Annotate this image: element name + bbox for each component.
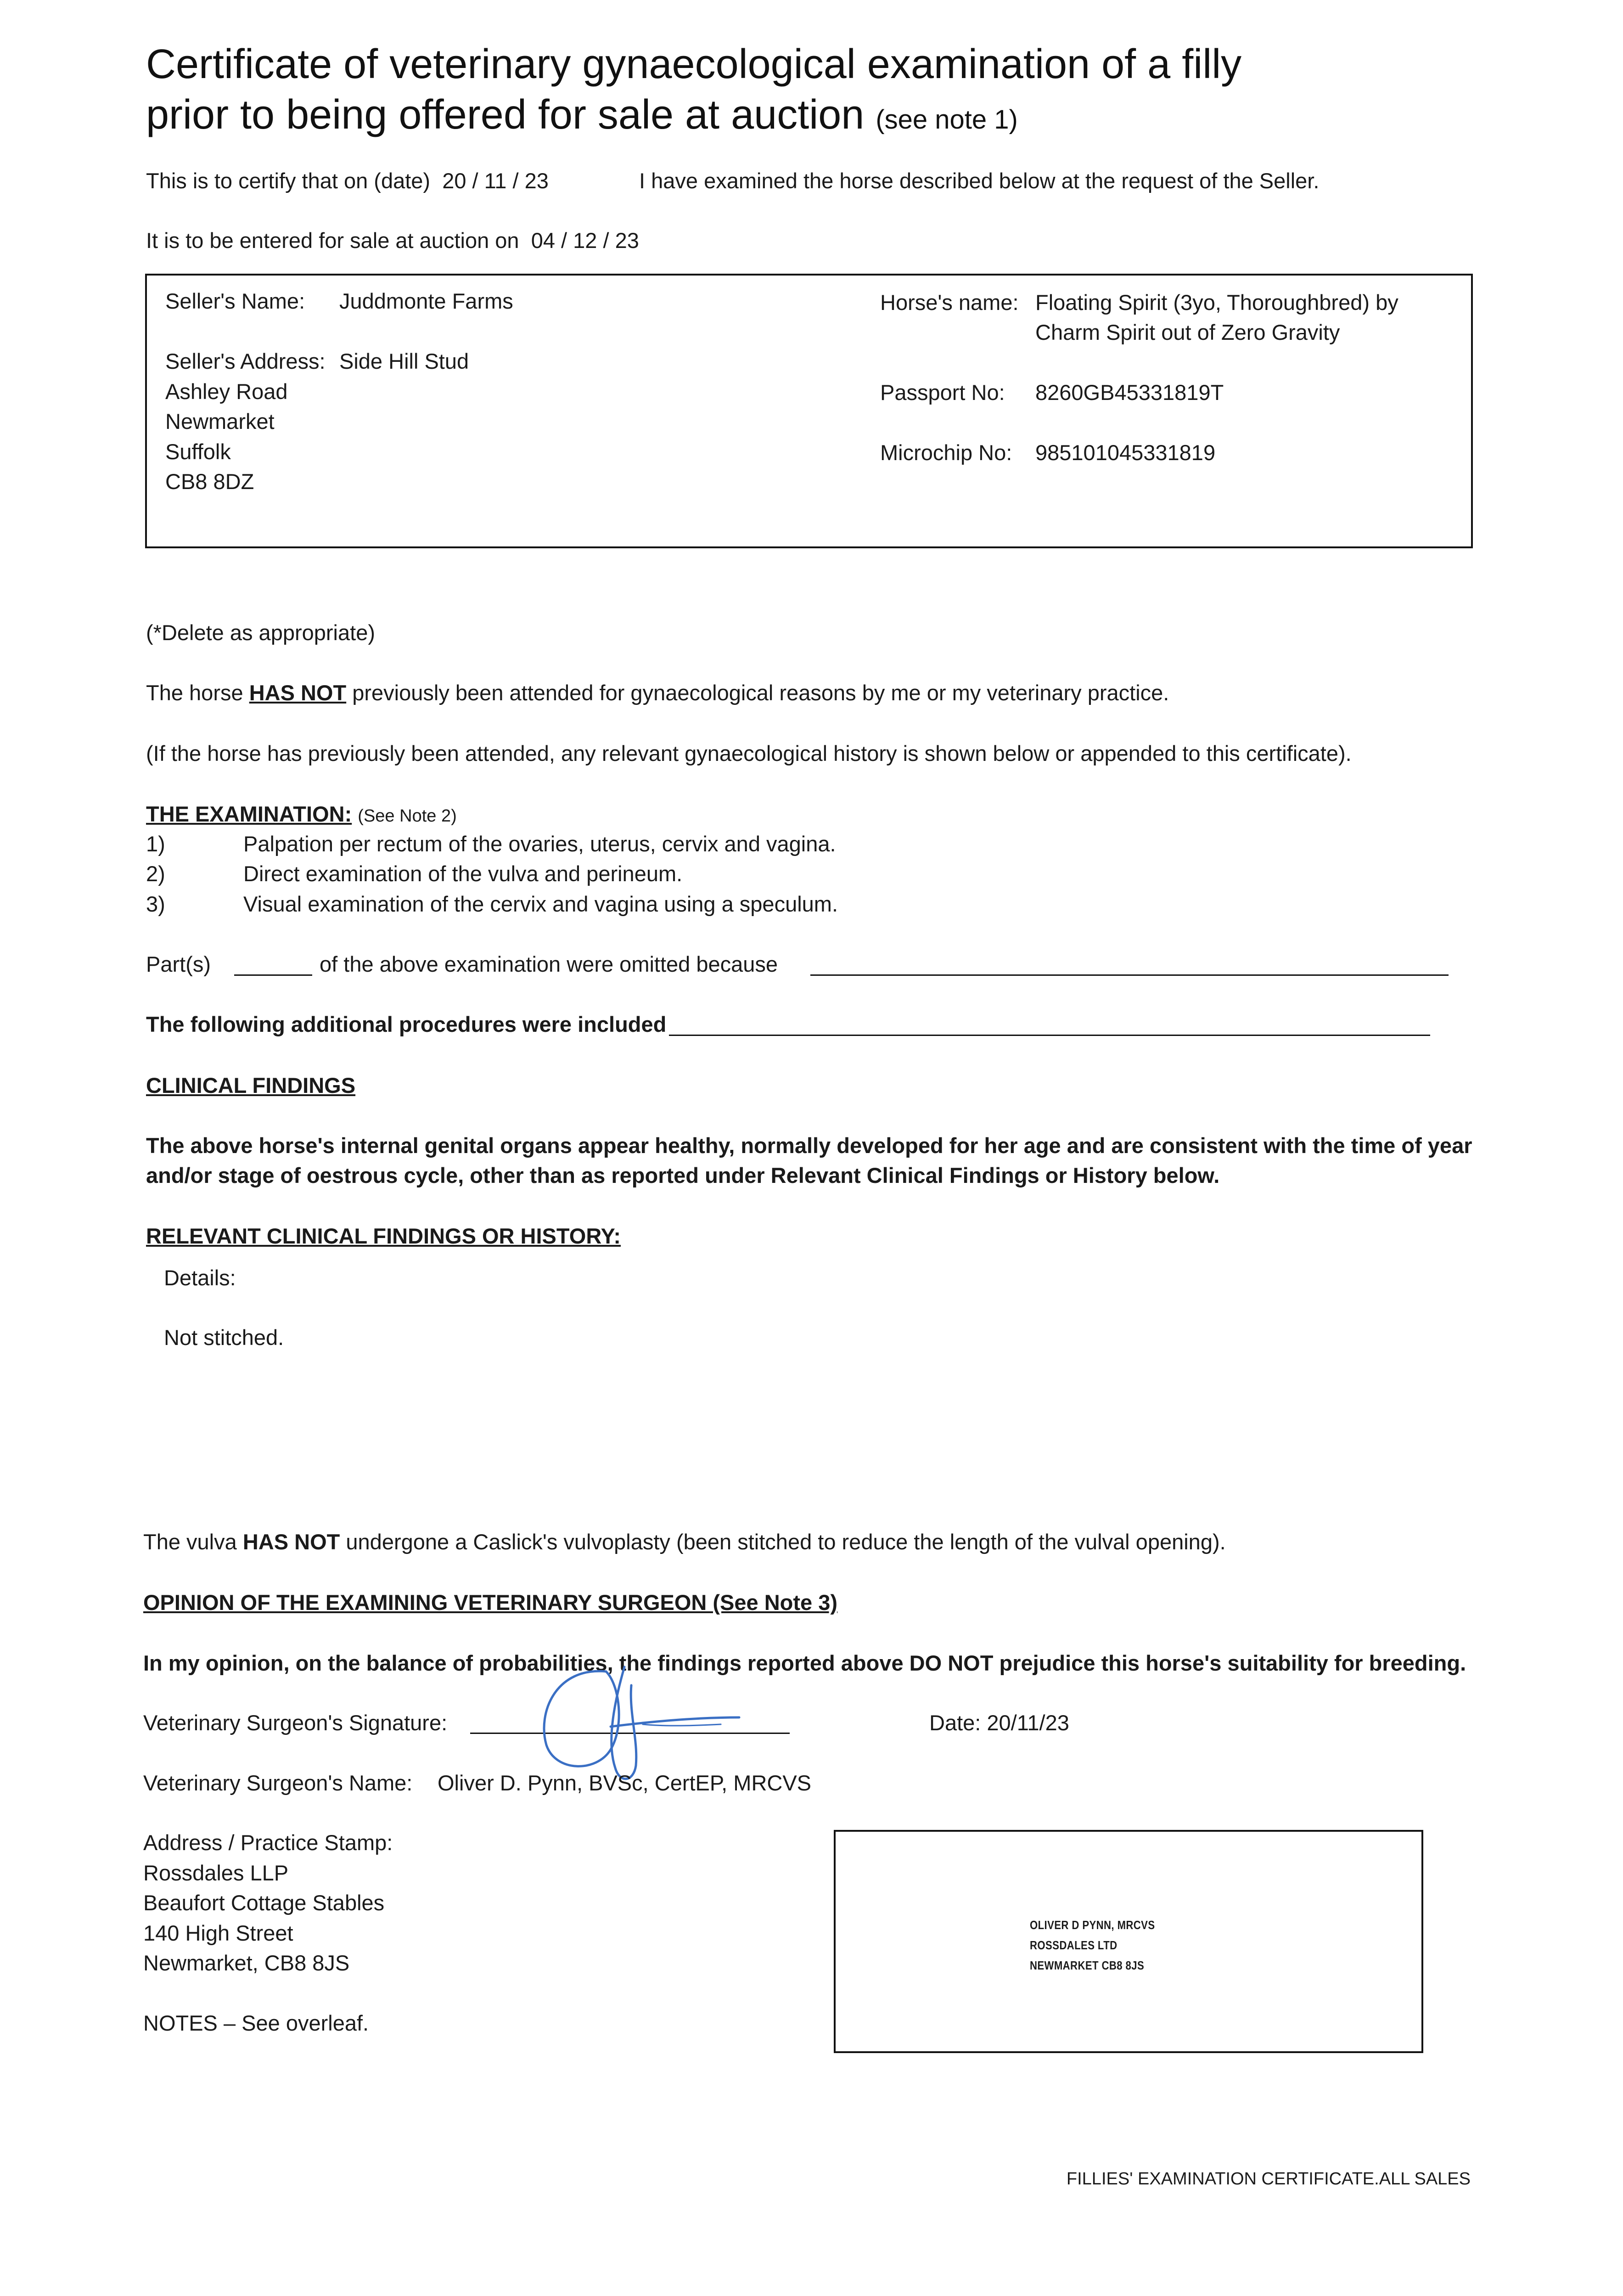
- horse-name-line1: Floating Spirit (3yo, Thoroughbred) by: [1035, 290, 1398, 315]
- examination-heading: THE EXAMINATION:: [146, 802, 352, 826]
- examination-heading-line: [146, 799, 457, 831]
- clinical-statement-line2: and/or stage of oestrous cycle, other than as reported under Relevant Clinical Findings or History below.: [146, 1163, 1220, 1187]
- relevant-heading: RELEVANT CLINICAL FINDINGS OR HISTORY:: [146, 1224, 621, 1248]
- attended-prefix: The horse: [146, 681, 243, 705]
- vet-name: Oliver D. Pynn, BVSc, CertEP, MRCVS: [438, 1771, 812, 1795]
- seller-address-line1: Side Hill Stud: [339, 349, 469, 373]
- stamp-line3: NEWMARKET CB8 8JS: [1030, 1958, 1145, 1972]
- delete-note: (*Delete as appropriate): [146, 620, 375, 645]
- practice-label: Address / Practice Stamp:: [143, 1830, 393, 1855]
- omitted-parts-line: [234, 974, 312, 976]
- exam-item-1-text: Palpation per rectum of the ovaries, uterus, cervix and vagina.: [243, 832, 836, 856]
- vulva-line: [143, 1527, 1226, 1557]
- opinion-statement: [143, 1648, 1466, 1678]
- auction-prefix: It is to be entered for sale at auction on: [146, 228, 519, 253]
- practice-line2: Beaufort Cottage Stables: [143, 1891, 385, 1915]
- exam-item-1-num: 1): [146, 832, 165, 856]
- additional-procedures-line: [669, 1035, 1430, 1036]
- practice-line1: Rossdales LLP: [143, 1861, 289, 1885]
- stamp-line1: OLIVER D PYNN, MRCVS: [1030, 1918, 1155, 1932]
- details-label: Details:: [164, 1266, 236, 1290]
- opinion-prefix: In my opinion, on the balance of probabilities, the findings reported above: [143, 1651, 904, 1675]
- title-line2: [146, 90, 1018, 145]
- omitted-prefix: Part(s): [146, 952, 211, 976]
- seller-name: Juddmonte Farms: [339, 289, 513, 313]
- vulva-prefix: The vulva: [143, 1530, 237, 1554]
- signature-date-line: [929, 1708, 1069, 1738]
- notes-text: NOTES – See overleaf.: [143, 2011, 369, 2035]
- certify-prefix: This is to certify that on (date): [146, 169, 431, 193]
- seller-address-line5: CB8 8DZ: [165, 469, 254, 494]
- passport-number: 8260GB45331819T: [1035, 380, 1224, 405]
- clinical-heading: CLINICAL FINDINGS: [146, 1073, 356, 1097]
- certify-request: I have examined the horse described below at the request of the Seller.: [639, 169, 1320, 193]
- vulva-suffix: undergone a Caslick's vulvoplasty (been stitched to reduce the length of the vulval opening).: [346, 1530, 1226, 1554]
- exam-item-2-num: 2): [146, 861, 165, 886]
- additional-procedures: The following additional procedures were included: [146, 1012, 667, 1036]
- details-text: Not stitched.: [164, 1325, 284, 1350]
- passport-label: Passport No:: [880, 380, 1005, 405]
- seller-name-label: Seller's Name:: [165, 289, 305, 313]
- attended-line: [146, 678, 1169, 708]
- footer-text: FILLIES' EXAMINATION CERTIFICATE.ALL SALES: [1066, 2169, 1471, 2189]
- signature-date-label: Date:: [929, 1711, 981, 1735]
- exam-item-3-num: 3): [146, 892, 165, 916]
- opinion-heading: OPINION OF THE EXAMINING VETERINARY SURGEON (See Note 3): [143, 1590, 838, 1615]
- title-note: (see note 1): [876, 105, 1018, 135]
- omitted-reason-line: [810, 974, 1449, 976]
- microchip-label: Microchip No:: [880, 440, 1012, 465]
- vulva-status: HAS NOT: [242, 1530, 340, 1554]
- seller-address-line3: Newmarket: [165, 409, 275, 433]
- practice-stamp-box: [834, 1830, 1423, 2053]
- omitted-middle: of the above examination were omitted because: [320, 952, 778, 976]
- auction-date: 04 / 12 / 23: [531, 228, 639, 253]
- practice-line4: Newmarket, CB8 8JS: [143, 1951, 350, 1975]
- seller-address-line4: Suffolk: [165, 439, 231, 464]
- examination-note: (See Note 2): [358, 806, 457, 826]
- signature-date: 20/11/23: [987, 1711, 1069, 1735]
- horse-name-label: Horse's name:: [880, 290, 1019, 315]
- seller-address-label: Seller's Address:: [165, 349, 326, 373]
- title-line2-text: prior to being offered for sale at auction: [146, 92, 865, 138]
- horse-name-line2: Charm Spirit out of Zero Gravity: [1035, 320, 1340, 344]
- signature-label: Veterinary Surgeon's Signature:: [143, 1711, 448, 1735]
- title-line1: Certificate of veterinary gynaecological examination of a filly: [146, 41, 1242, 87]
- stamp-line2: ROSSDALES LTD: [1030, 1938, 1118, 1952]
- exam-item-2-text: Direct examination of the vulva and perineum.: [243, 861, 683, 886]
- auction-line: [146, 225, 639, 256]
- certify-line: [146, 166, 549, 196]
- exam-date: 20 / 11 / 23: [442, 169, 549, 193]
- vet-name-label: Veterinary Surgeon's Name:: [143, 1771, 413, 1795]
- clinical-statement-line1: The above horse's internal genital organs appear healthy, normally developed for her age and are consistent with the time of year: [146, 1133, 1472, 1158]
- attended-suffix: previously been attended for gynaecological reasons by me or my veterinary practice.: [352, 681, 1169, 705]
- opinion-suffix: prejudice this horse's suitability for breeding.: [999, 1651, 1466, 1675]
- microchip-number: 985101045331819: [1035, 440, 1216, 465]
- attended-status: HAS NOT: [249, 681, 347, 705]
- attended-note: (If the horse has previously been attended, any relevant gynaecological history is shown below or appended to this certificate).: [146, 741, 1352, 765]
- practice-line3: 140 High Street: [143, 1921, 293, 1945]
- opinion-status: DO NOT: [909, 1651, 994, 1675]
- exam-item-3-text: Visual examination of the cervix and vagina using a speculum.: [243, 892, 838, 916]
- seller-address-line2: Ashley Road: [165, 379, 288, 404]
